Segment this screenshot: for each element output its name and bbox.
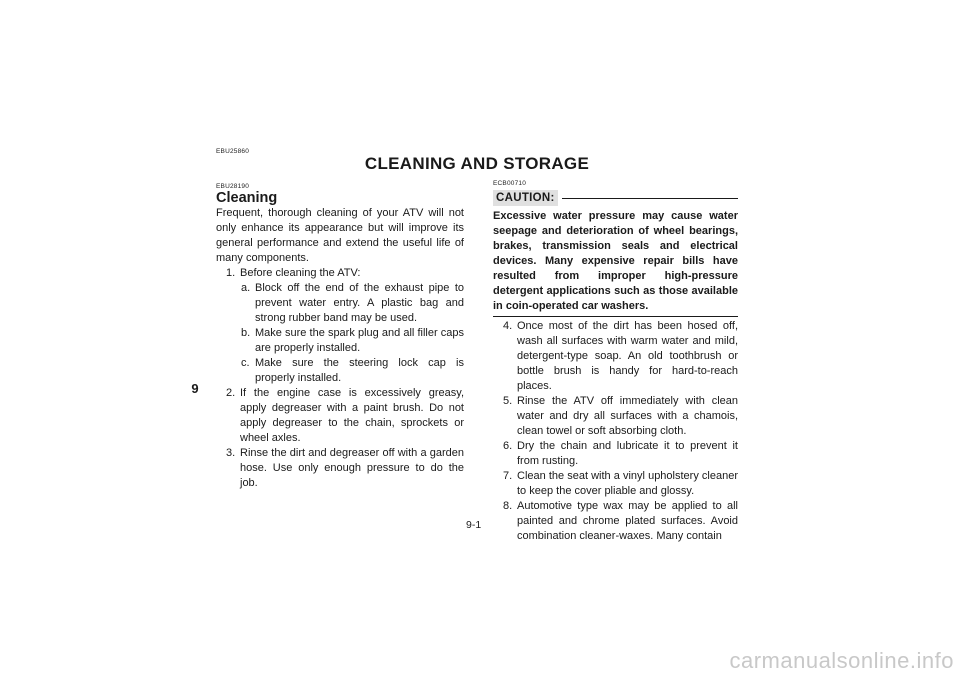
watermark: carmanualsonline.info [729,648,954,673]
list-item [493,499,738,544]
section-code: EBU28190 [216,183,250,190]
step-text: Once most of the dirt has been hosed off, wash all surfaces with warm water and mild, detergent-type soap. An old toothbrush or bottle brush is handy for hard-to-reach places. [517,320,738,392]
chapter-title: CLEANING AND STORAGE [364,154,590,173]
left-column [216,206,464,491]
caution-rule [562,198,738,199]
caution-label: CAUTION: [493,190,558,206]
section-heading: Cleaning [216,190,278,206]
caution-header [493,190,738,206]
step-text: Automotive type wax may be applied to all painted and chrome plated surfaces. Avoid combination cleaner-waxes. Many contain [517,500,738,542]
caution-end-rule [493,316,738,317]
list-item [493,469,738,499]
step-number: 8. [503,500,513,512]
step-text: Rinse the dirt and degreaser off with a garden hose. Use only enough pressure to do the job. [240,447,464,489]
step-number: 5. [503,395,513,407]
step-text: Before cleaning the ATV: [240,267,361,279]
intro-paragraph: Frequent, thorough cleaning of your ATV will not only enhance its appearance but will improve its general performance and extend the useful life of many components. [216,207,464,264]
list-item [216,266,464,281]
list-item [216,356,464,386]
step-text: If the engine case is excessively greasy, apply degreaser with a paint brush. Do not apply degreaser to the chain, sprockets or wheel axles. [240,387,464,444]
step-number: 1. [226,267,236,279]
caution-code: ECB00710 [493,180,527,187]
chapter-code: EBU25860 [216,148,250,155]
step-number: 6. [503,440,513,452]
list-item [493,439,738,469]
page-number: 9-1 [466,519,482,531]
caution-text: Excessive water pressure may cause water seepage and deterioration of wheel bearings, brakes, transmission seals and electrical devices. Many expensive repair bills have resulted from improper high-pressure detergent applications such as those available in coin-operated car washers. [493,210,738,312]
step-number: 3. [226,447,236,459]
list-item [493,319,738,394]
list-item [216,446,464,491]
list-item [493,394,738,439]
step-number: 2. [226,387,236,399]
chapter-tab: 9 [191,380,199,396]
right-column [493,180,738,544]
step-text: Clean the seat with a vinyl upholstery cleaner to keep the cover pliable and glossy. [517,470,738,497]
substep-text: Make sure the spark plug and all filler caps are properly installed. [255,327,464,354]
substep-text: Make sure the steering lock cap is properly installed. [255,357,464,384]
substep-letter: a. [241,282,251,294]
step-text: Rinse the ATV off immediately with clean water and dry all surfaces with a chamois, clean towel or soft absorbing cloth. [517,395,738,437]
list-item [216,386,464,446]
list-item [216,281,464,326]
substep-letter: c. [241,357,250,369]
step-text: Dry the chain and lubricate it to prevent it from rusting. [517,440,738,467]
substep-letter: b. [241,327,251,339]
step-number: 4. [503,320,513,332]
list-item [216,326,464,356]
substep-text: Block off the end of the exhaust pipe to prevent water entry. A plastic bag and strong rubber band may be used. [255,282,464,324]
step-number: 7. [503,470,513,482]
